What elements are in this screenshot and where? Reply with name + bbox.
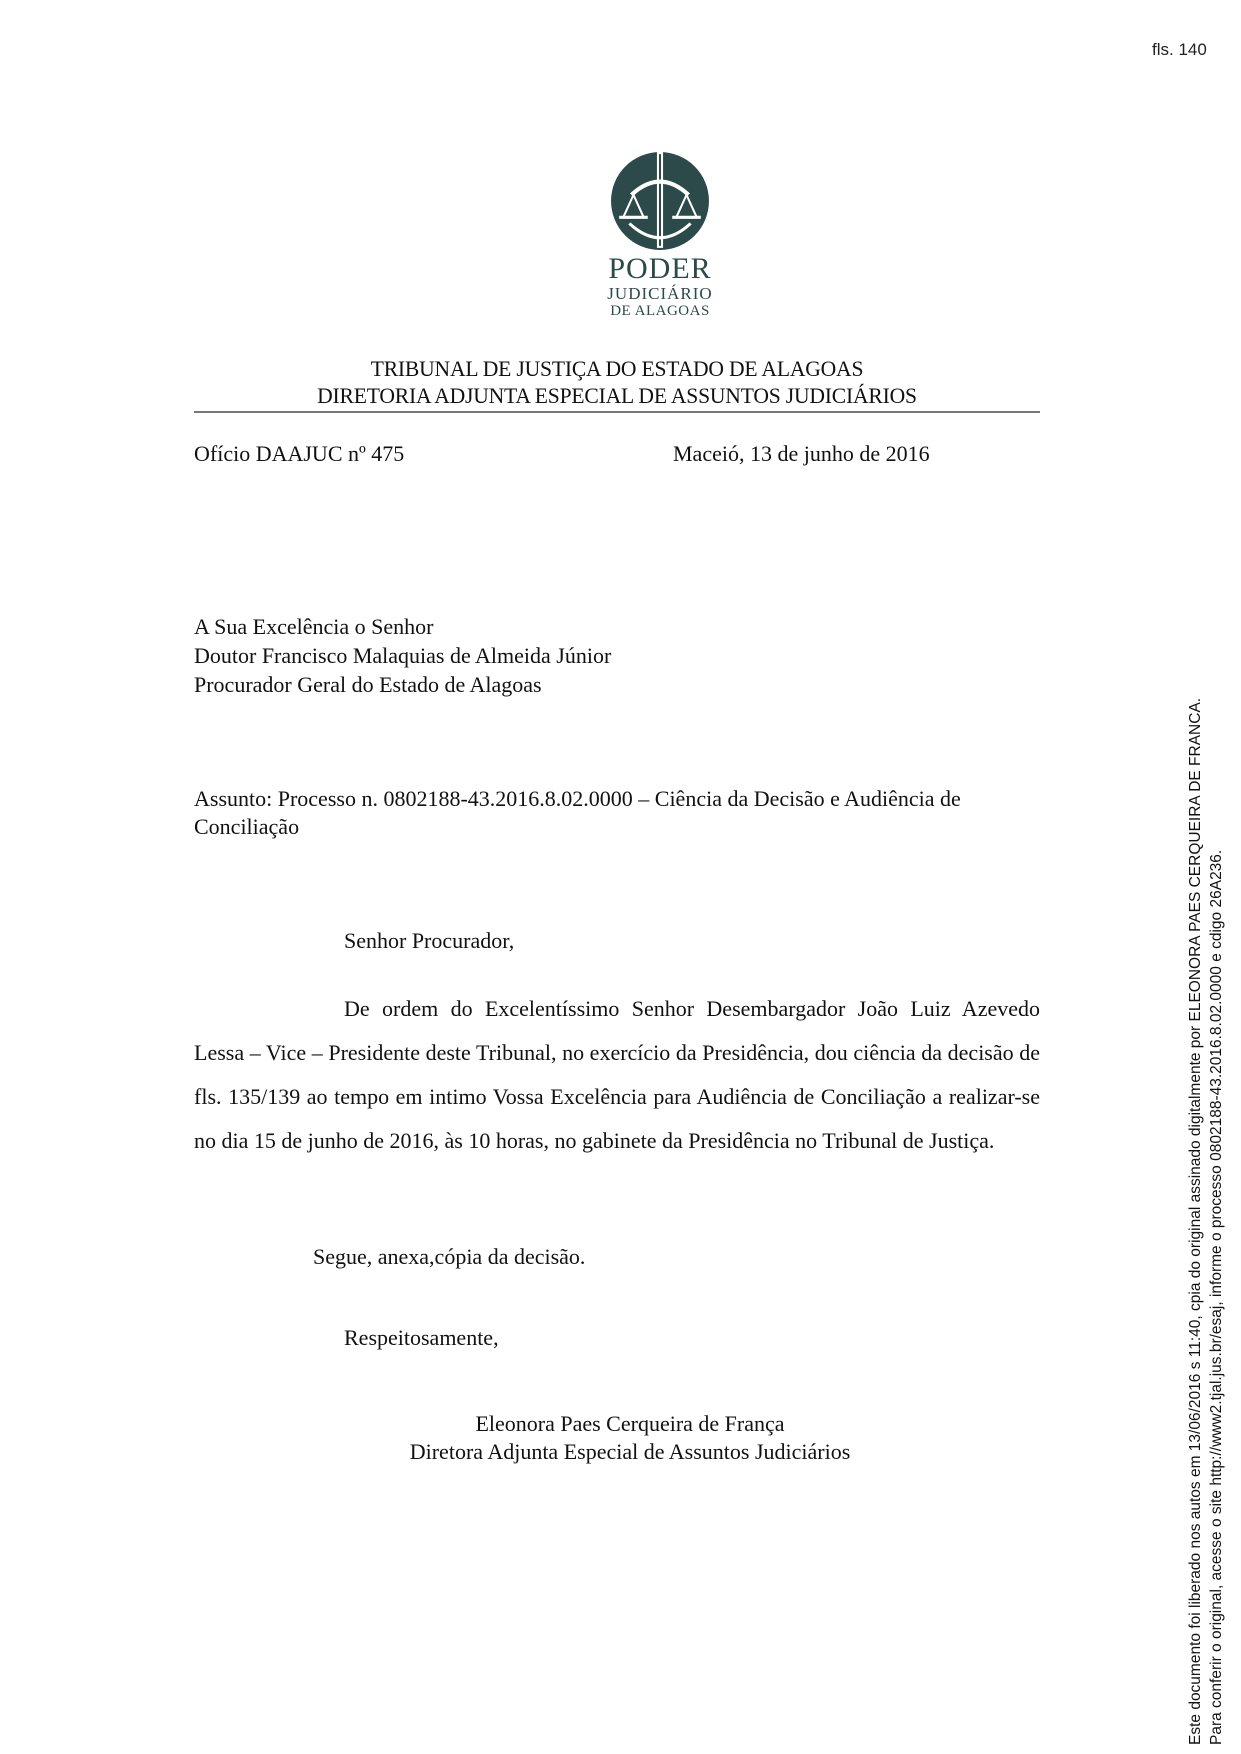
addressee-title: Procurador Geral do Estado de Alagoas [194,672,542,697]
body-text: De ordem do Excelentíssimo Senhor Desembargador João Luiz Azevedo Lessa – Vice – Presidente deste Tribunal, no exercício da Presidência, dou ciência da decisão de fls. 135/139 ao tempo em intimo Vossa Excelência para Audiência de Conciliação a realizar-se no dia 15 de junho de 2016, às 10 horas, no gabinete da Presidência no Tribunal de Justiça. [194,996,1040,1153]
signer-title: Diretora Adjunta Especial de Assuntos Judiciários [409,1439,851,1464]
court-logo [590,150,730,340]
addressee-line: A Sua Excelência o Senhor [194,614,434,639]
signer-name: Eleonora Paes Cerqueira de França [475,1411,785,1436]
page-number: fls. 140 [1152,40,1207,59]
salutation: Senhor Procurador, [344,928,515,953]
digital-signature-note [1185,698,1227,1745]
side-note-line1: Este documento foi liberado nos autos em 13/06/2016 s 11:40, cpia do original assinado digitalmente por ELEONORA PAES CERQUEIRA DE FRANCA. [1187,697,1204,1745]
logo-poder: PODER [608,252,712,285]
addressee-block [194,612,611,699]
scales-of-justice-icon [609,150,711,252]
annex-note: Segue, anexa,cópia da decisão. [313,1244,586,1269]
subject-line: Assunto: Processo n. 0802188-43.2016.8.02.0000 – Ciência da Decisão e Audiência de Conciliação [194,786,961,839]
addressee-name: Doutor Francisco Malaquias de Almeida Júnior [194,643,612,668]
logo-alagoas: DE ALAGOAS [610,303,710,319]
letterhead [211,355,1023,409]
signature-block [300,1410,960,1466]
header-divider [194,411,1040,413]
body-paragraph [194,987,1040,1163]
letter-date: Maceió, 13 de junho de 2016 [673,441,930,466]
closing: Respeitosamente, [344,1325,499,1350]
logo-judiciario: JUDICIÁRIO [607,284,713,303]
side-note-line2: Para conferir o original, acesse o site http://www2.tjal.jus.br/esaj, informe o processo 0802188-43.2016.8.02.0000 e cdigo 26A236. [1208,849,1225,1745]
letterhead-court: TRIBUNAL DE JUSTIÇA DO ESTADO DE ALAGOAS [370,356,864,381]
letterhead-directorate: DIRETORIA ADJUNTA ESPECIAL DE ASSUNTOS JUDICIÁRIOS [317,383,917,408]
oficio-number: Ofício DAAJUC nº 475 [194,441,405,466]
